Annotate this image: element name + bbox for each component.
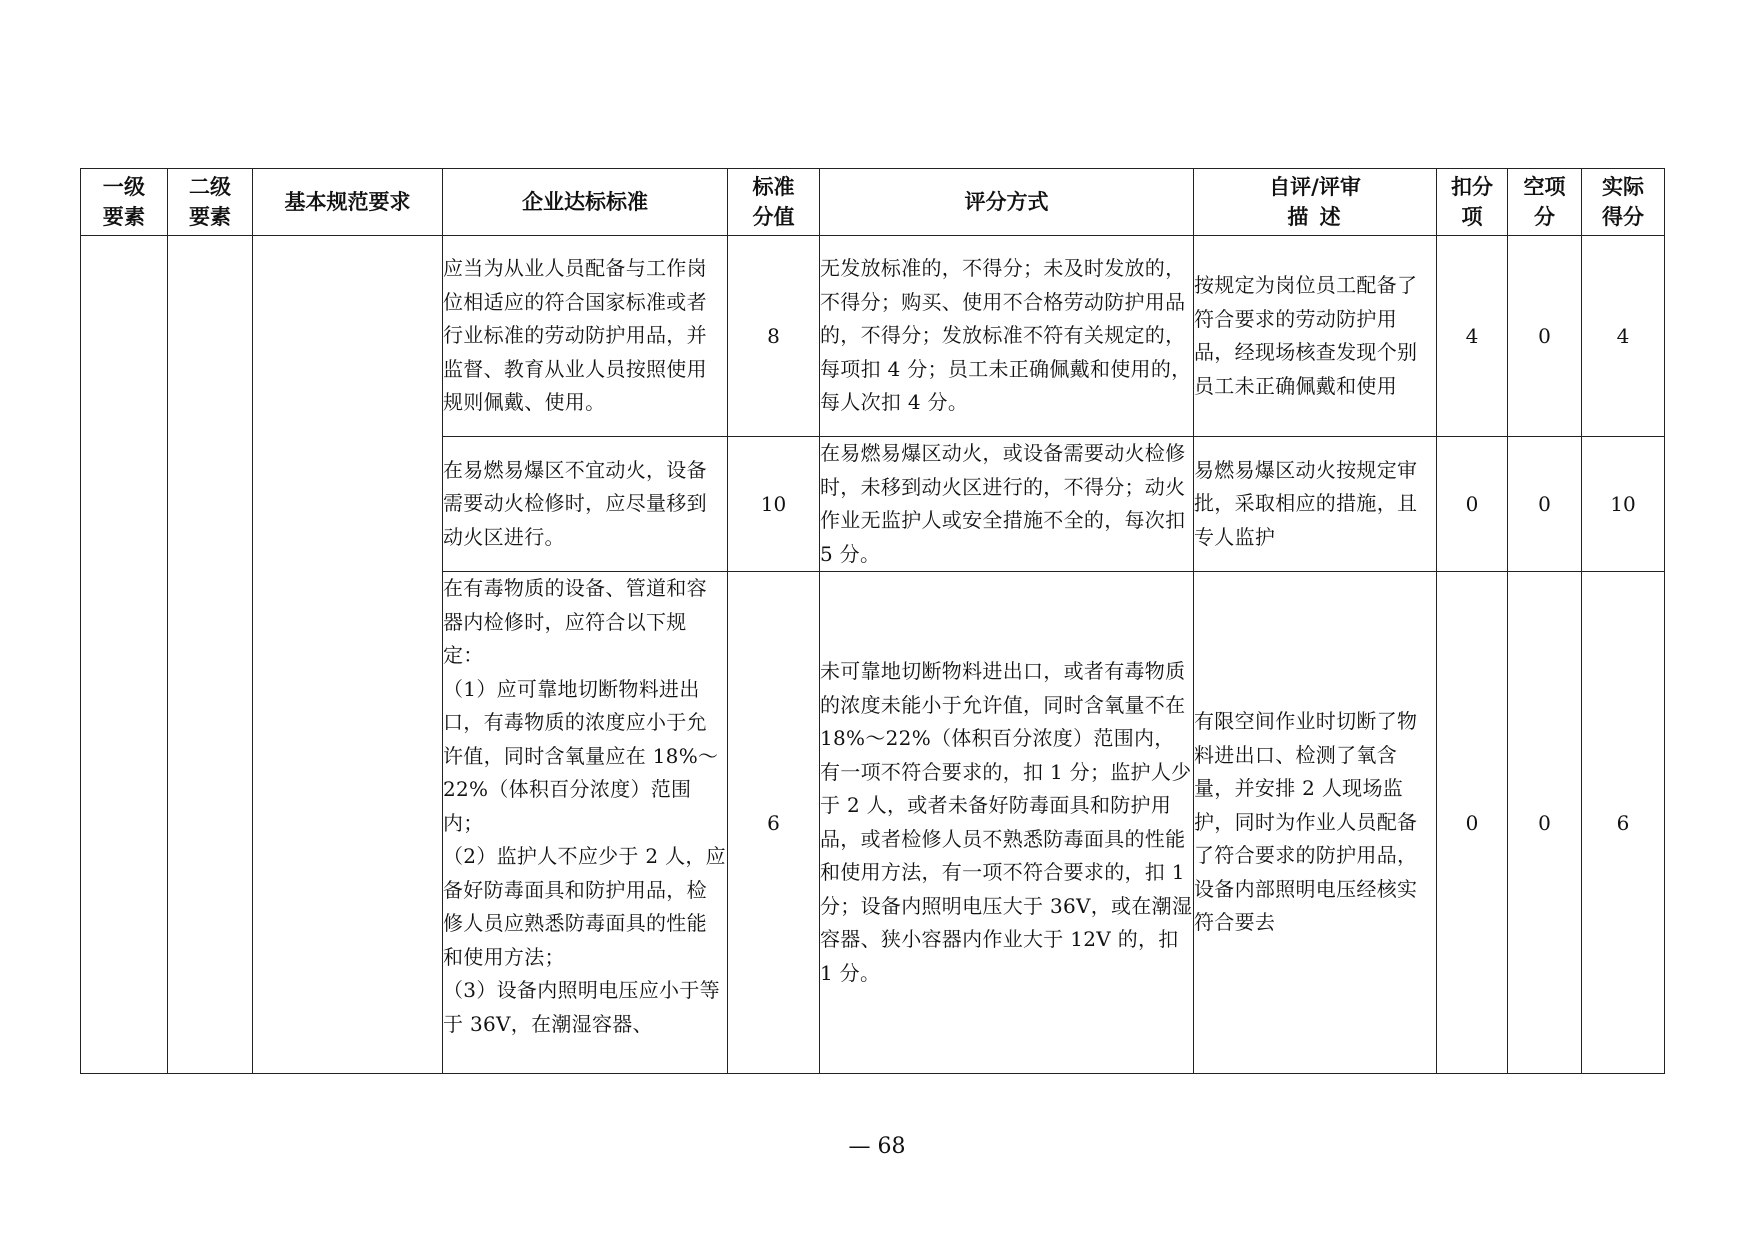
cell-standard: 在有毒物质的设备、管道和容器内检修时，应符合以下规定： （1）应可靠地切断物料进出口，有毒物质的浓度应小于允许值，同时含氧量应在 18%～22%（体积百分浓度）范围内； （2）监护人不应少于 2 人，应备好防毒面具和防护用品，检修人员应熟悉防毒面具的性能和使用方法； （3）设备内照明电压应小于等于 36V，在潮湿容器、 [443, 572, 728, 1074]
header-basic-requirements: 基本规范要求 [253, 169, 443, 236]
cell-actual: 4 [1582, 236, 1665, 437]
header-actual-score: 实际 得分 [1582, 169, 1665, 236]
header-scoring-method: 评分方式 [820, 169, 1194, 236]
header-empty-item: 空项 分 [1508, 169, 1582, 236]
cell-description: 有限空间作业时切断了物料进出口、检测了氧含量，并安排 2 人现场监护，同时为作业人员配备了符合要求的防护用品，设备内部照明电压经核实符合要去 [1194, 572, 1437, 1074]
table-row [81, 236, 1665, 437]
cell-method: 无发放标准的，不得分；未及时发放的，不得分；购买、使用不合格劳动防护用品的，不得分；发放标准不符有关规定的，每项扣 4 分；员工未正确佩戴和使用的，每人次扣 4 分。 [820, 236, 1194, 437]
page-number: — 68 [848, 1134, 906, 1159]
evaluation-table [80, 168, 1665, 1074]
cell-standard: 在易燃易爆区不宜动火，设备需要动火检修时，应尽量移到动火区进行。 [443, 437, 728, 572]
header-row [81, 169, 1665, 236]
cell-level1 [81, 236, 168, 1074]
header-self-review-line2: 描 述 [1287, 205, 1343, 229]
cell-description: 易燃易爆区动火按规定审批，采取相应的措施，且专人监护 [1194, 437, 1437, 572]
header-deduction: 扣分 项 [1437, 169, 1508, 236]
cell-score: 6 [728, 572, 820, 1074]
cell-actual: 10 [1582, 437, 1665, 572]
cell-empty: 0 [1508, 236, 1582, 437]
cell-empty: 0 [1508, 437, 1582, 572]
header-enterprise-standard: 企业达标标准 [443, 169, 728, 236]
header-self-review-line1: 自评/评审 [1269, 175, 1361, 199]
cell-score: 8 [728, 236, 820, 437]
cell-description: 按规定为岗位员工配备了符合要求的劳动防护用品，经现场核查发现个别员工未正确佩戴和使用 [1194, 236, 1437, 437]
cell-deduction: 0 [1437, 437, 1508, 572]
cell-standard: 应当为从业人员配备与工作岗位相适应的符合国家标准或者行业标准的劳动防护用品，并监督、教育从业人员按照使用规则佩戴、使用。 [443, 236, 728, 437]
cell-basic-requirements [253, 236, 443, 1074]
cell-score: 10 [728, 437, 820, 572]
header-self-review [1194, 169, 1437, 236]
cell-deduction: 4 [1437, 236, 1508, 437]
cell-empty: 0 [1508, 572, 1582, 1074]
cell-actual: 6 [1582, 572, 1665, 1074]
cell-level2 [168, 236, 253, 1074]
cell-method: 未可靠地切断物料进出口，或者有毒物质的浓度未能小于允许值，同时含氧量不在 18%～22%（体积百分浓度）范围内，有一项不符合要求的，扣 1 分；监护人少于 2 人，或者未备好防毒面具和防护用品，或者检修人员不熟悉防毒面具的性能和使用方法，有一项不符合要求的，扣 1 分；设备内照明电压大于 36V，或在潮湿容器、狭小容器内作业大于 12V 的，扣 1 分。 [820, 572, 1194, 1074]
header-level2: 二级 要素 [168, 169, 253, 236]
header-standard-score: 标准 分值 [728, 169, 820, 236]
cell-method: 在易燃易爆区动火，或设备需要动火检修时，未移到动火区进行的，不得分；动火作业无监护人或安全措施不全的，每次扣 5 分。 [820, 437, 1194, 572]
header-level1: 一级 要素 [81, 169, 168, 236]
cell-deduction: 0 [1437, 572, 1508, 1074]
